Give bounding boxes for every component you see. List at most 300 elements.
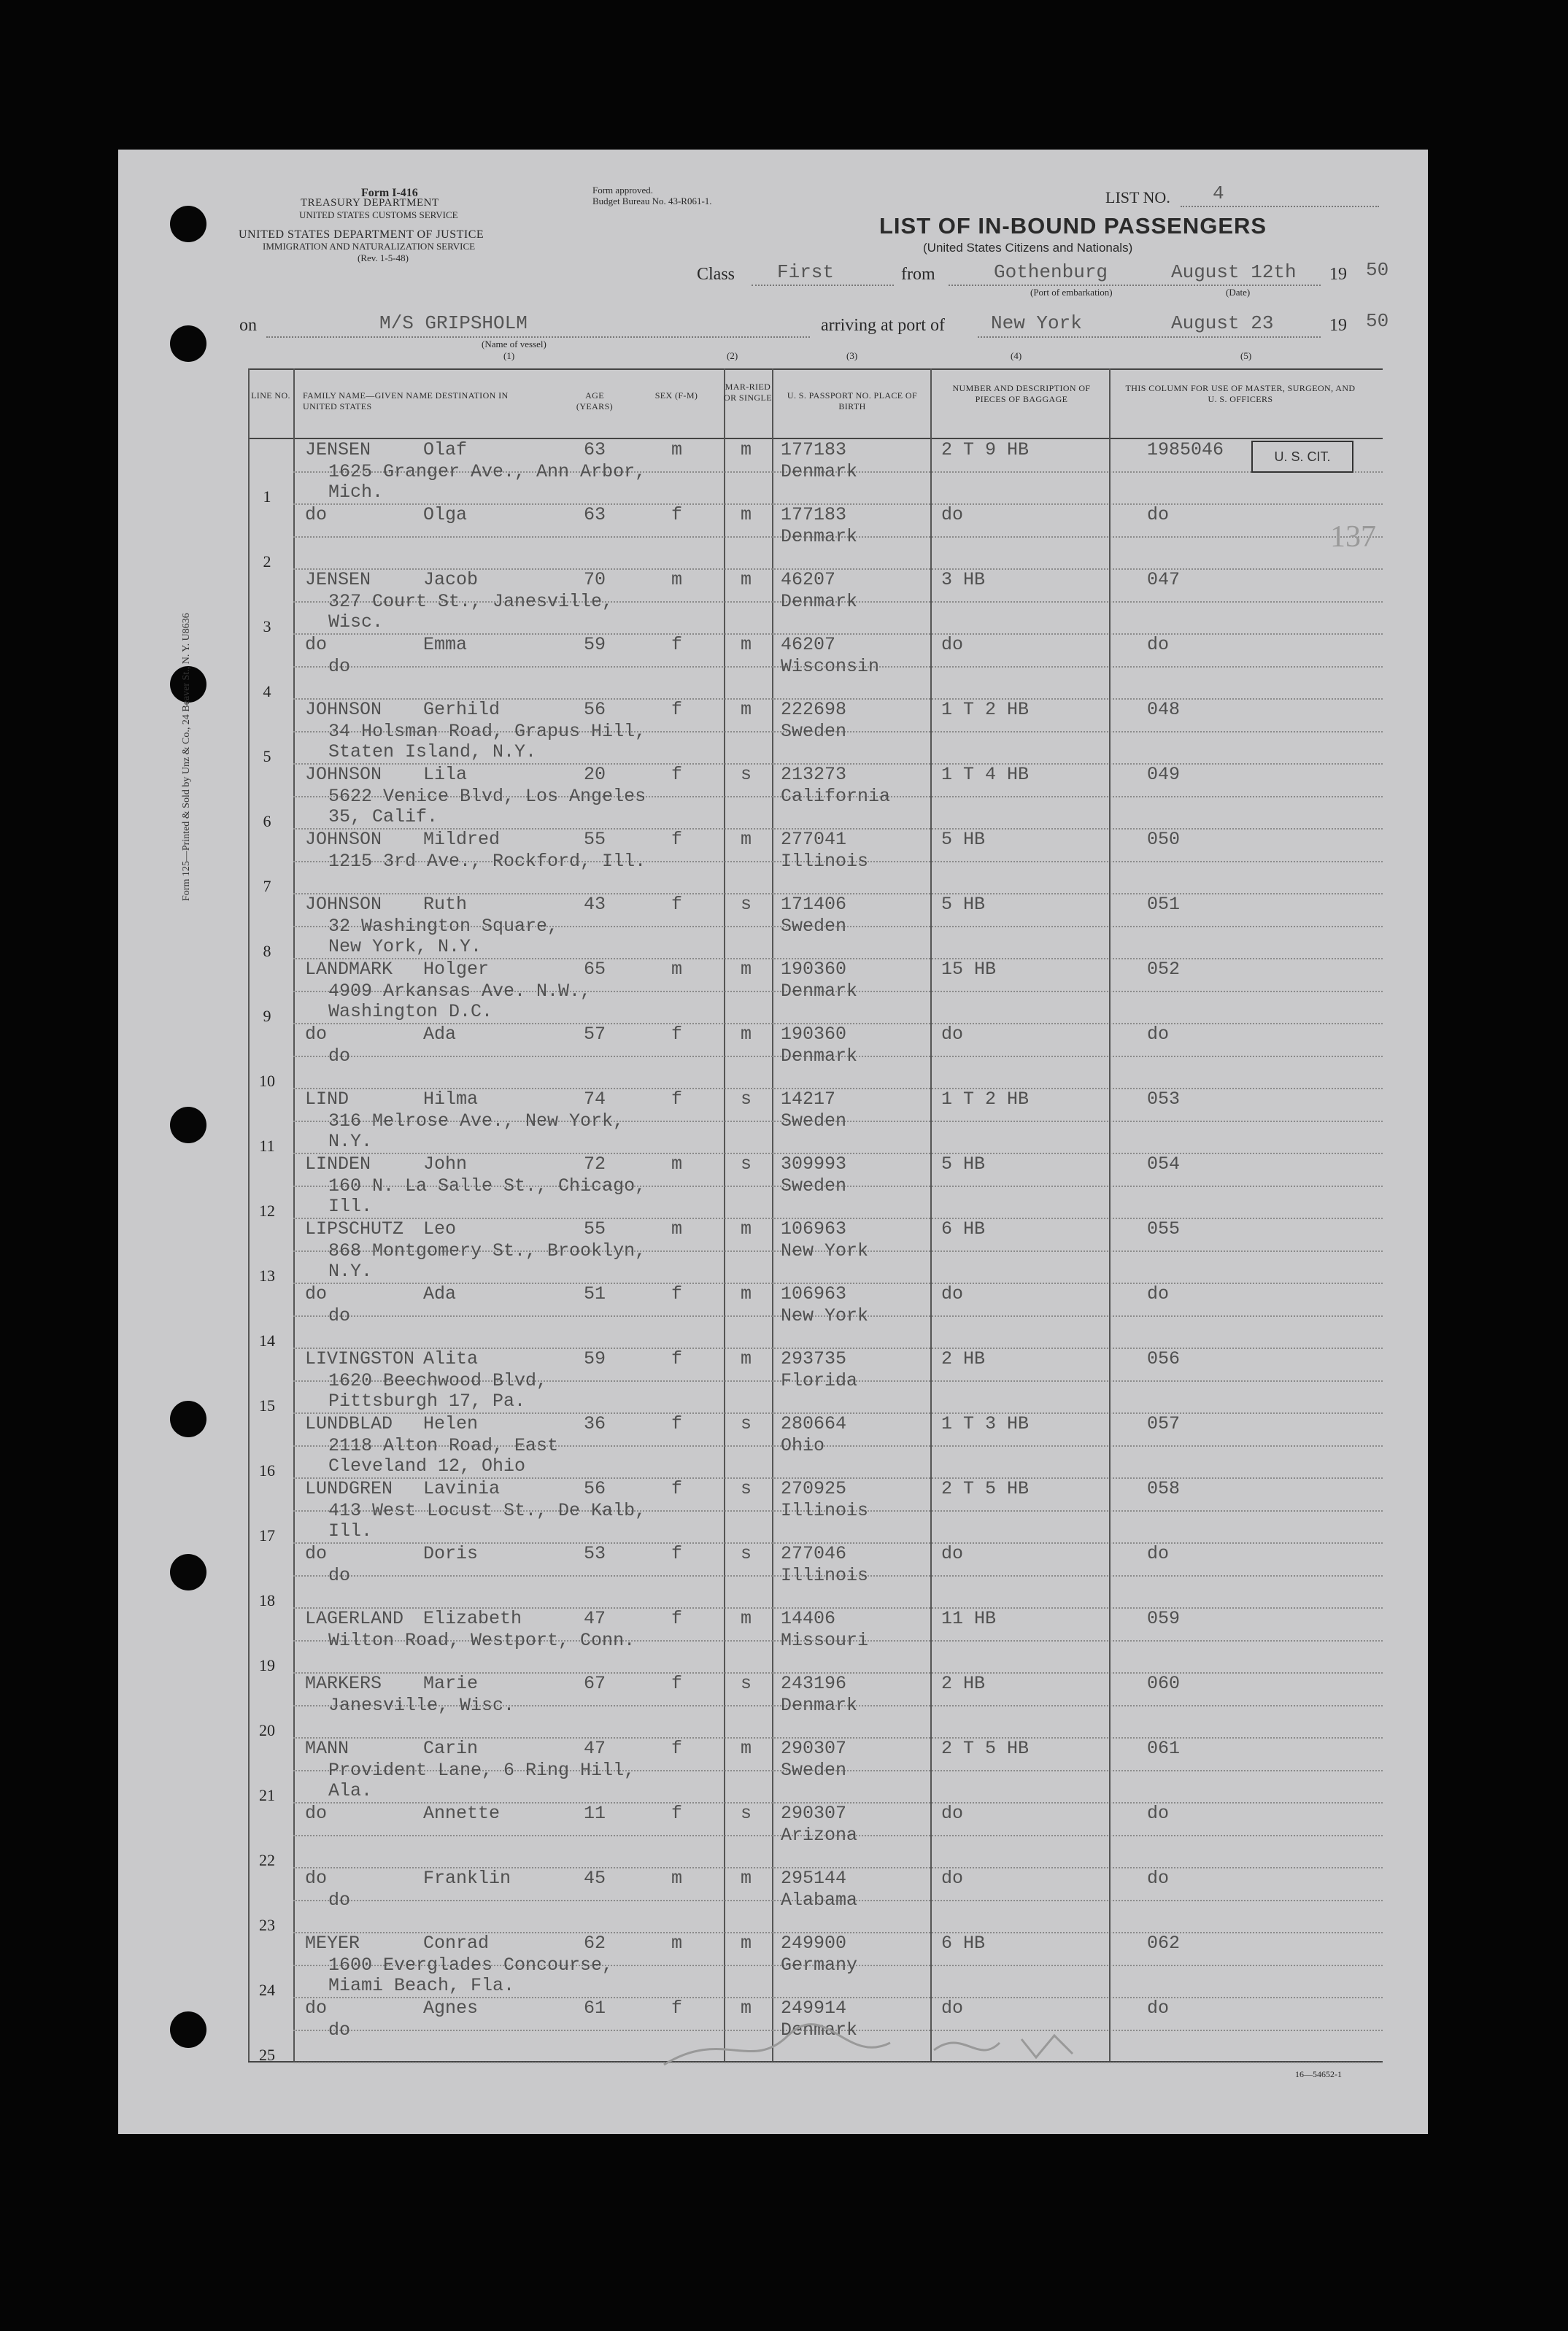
destination-line-2: Wisc. xyxy=(328,611,384,633)
family-name: JOHNSON xyxy=(305,894,382,915)
vessel-caption: (Name of vessel) xyxy=(482,339,547,349)
place-of-birth: Alabama xyxy=(781,1890,858,1911)
passport-number: 249914 xyxy=(781,1998,847,2019)
marital-status: s xyxy=(741,1673,752,1694)
table-row xyxy=(248,1933,1383,1998)
passport-number: 280664 xyxy=(781,1413,847,1434)
destination: do xyxy=(328,656,351,677)
family-name: do xyxy=(305,1543,328,1564)
destination: Wilton Road, Westport, Conn. xyxy=(328,1630,636,1651)
punch-hole xyxy=(170,1107,206,1143)
class-label: Class xyxy=(697,265,735,284)
table-row xyxy=(248,699,1383,764)
given-name: Gerhild xyxy=(423,699,501,720)
pencil-signature xyxy=(657,1999,1182,2087)
family-name: JOHNSON xyxy=(305,699,382,720)
age: 51 xyxy=(584,1283,606,1304)
place-of-birth: Illinois xyxy=(781,851,869,872)
marital-status: m xyxy=(741,829,752,850)
destination: 1625 Granger Ave., Ann Arbor, xyxy=(328,461,646,482)
given-name: Marie xyxy=(423,1673,479,1694)
officer-number: do xyxy=(1147,1024,1170,1045)
marital-status: m xyxy=(741,1218,752,1240)
baggage: do xyxy=(941,1868,964,1889)
family-name: JOHNSON xyxy=(305,764,382,785)
officer-number: 052 xyxy=(1147,959,1181,980)
passport-number: 190360 xyxy=(781,1024,847,1045)
sex: m xyxy=(671,1868,683,1889)
table-row xyxy=(248,1738,1383,1803)
baggage: 15 HB xyxy=(941,959,997,980)
age: 59 xyxy=(584,634,606,655)
family-name: LUNDBLAD xyxy=(305,1413,393,1434)
destination: 2118 Alton Road, East xyxy=(328,1435,559,1456)
place-of-birth: Denmark xyxy=(781,461,858,482)
sex: f xyxy=(671,1803,683,1824)
officer-number: do xyxy=(1147,1868,1170,1889)
arrival-date: August 23 xyxy=(1171,312,1274,334)
passport-number: 14406 xyxy=(781,1608,836,1629)
place-of-birth: Denmark xyxy=(781,526,858,547)
marital-status: m xyxy=(741,439,752,460)
family-name: MANN xyxy=(305,1738,349,1759)
col-header-line: LINE NO. xyxy=(251,390,290,401)
customs-service: UNITED STATES CUSTOMS SERVICE xyxy=(299,209,458,220)
destination-line-2: Miami Beach, Fla. xyxy=(328,1975,515,1996)
baggage: 3 HB xyxy=(941,569,986,590)
destination-line-2: N.Y. xyxy=(328,1131,373,1152)
family-name: LIND xyxy=(305,1089,349,1110)
place-of-birth: Sweden xyxy=(781,1110,847,1132)
given-name: Annette xyxy=(423,1803,501,1824)
family-name: JENSEN xyxy=(305,569,371,590)
arrival-year-prefix: 19 xyxy=(1329,316,1347,335)
officer-number: 054 xyxy=(1147,1153,1181,1175)
given-name: John xyxy=(423,1153,468,1175)
col-header-married: MAR-RIED OR SINGLE xyxy=(724,382,772,403)
passport-number: 277041 xyxy=(781,829,847,850)
col-header-name: FAMILY NAME—GIVEN NAME DESTINATION IN UNITED STATES xyxy=(303,390,509,411)
sex: f xyxy=(671,1089,683,1110)
table-row xyxy=(248,504,1383,569)
given-name: Franklin xyxy=(423,1868,511,1889)
age: 56 xyxy=(584,699,606,720)
destination: do xyxy=(328,1565,351,1586)
family-name: MARKERS xyxy=(305,1673,382,1694)
destination-line-2: Mich. xyxy=(328,482,384,503)
sex: f xyxy=(671,1608,683,1629)
given-name: Emma xyxy=(423,634,468,655)
officer-number: do xyxy=(1147,504,1170,525)
marital-status: m xyxy=(741,1868,752,1889)
treasury-department: TREASURY DEPARTMENT xyxy=(301,197,439,209)
table-row xyxy=(248,829,1383,894)
list-number-value: 4 xyxy=(1213,182,1224,204)
destination-line-2: Ill. xyxy=(328,1520,373,1542)
passport-number: 213273 xyxy=(781,764,847,785)
table-row xyxy=(248,1348,1383,1413)
embarkation-date: August 12th xyxy=(1171,261,1297,283)
sex: f xyxy=(671,1998,683,2019)
baggage: do xyxy=(941,1283,964,1304)
marital-status: m xyxy=(741,1933,752,1954)
age: 45 xyxy=(584,1868,606,1889)
line-number: 20 xyxy=(259,1721,275,1739)
table-row xyxy=(248,894,1383,959)
given-name: Lavinia xyxy=(423,1478,501,1499)
arrival-year-value: 50 xyxy=(1366,310,1389,332)
table-row xyxy=(248,1024,1383,1089)
revision: (Rev. 1-5-48) xyxy=(358,252,409,263)
baggage: 1 T 4 HB xyxy=(941,764,1030,785)
table-row xyxy=(248,1803,1383,1868)
year-value: 50 xyxy=(1366,259,1389,281)
place-of-birth: Ohio xyxy=(781,1435,825,1456)
table-row xyxy=(248,1413,1383,1478)
year-prefix: 19 xyxy=(1329,265,1347,284)
baggage: 1 T 2 HB xyxy=(941,699,1030,720)
age: 55 xyxy=(584,829,606,850)
given-name: Carin xyxy=(423,1738,479,1759)
passenger-table xyxy=(248,368,1383,2064)
vessel-name: M/S GRIPSHOLM xyxy=(379,312,528,334)
marital-status: s xyxy=(741,894,752,915)
destination: 1215 3rd Ave., Rockford, Ill. xyxy=(328,851,646,872)
marital-status: m xyxy=(741,569,752,590)
destination-line-2: Ala. xyxy=(328,1780,373,1801)
date-caption: (Date) xyxy=(1226,287,1251,298)
officer-number: 1985046 xyxy=(1147,439,1224,460)
destination: do xyxy=(328,1305,351,1326)
line-number: 23 xyxy=(259,1916,275,1934)
given-name: Ada xyxy=(423,1024,457,1045)
age: 63 xyxy=(584,439,606,460)
sex: f xyxy=(671,1024,683,1045)
destination: 1600 Everglades Concourse, xyxy=(328,1955,614,1976)
form-title: LIST OF IN-BOUND PASSENGERS xyxy=(879,213,1267,239)
officer-number: 056 xyxy=(1147,1348,1181,1369)
table-row xyxy=(248,1673,1383,1738)
given-name: Ruth xyxy=(423,894,468,915)
place-of-birth: Arizona xyxy=(781,1825,858,1846)
marital-status: m xyxy=(741,1998,752,2019)
family-name: LINDEN xyxy=(305,1153,371,1175)
age: 59 xyxy=(584,1348,606,1369)
sex: f xyxy=(671,894,683,915)
marital-status: s xyxy=(741,1478,752,1499)
baggage: 2 T 5 HB xyxy=(941,1738,1030,1759)
place-of-birth: Sweden xyxy=(781,1175,847,1197)
family-name: do xyxy=(305,1024,328,1045)
sex: f xyxy=(671,764,683,785)
table-row xyxy=(248,1478,1383,1543)
line-number: 10 xyxy=(259,1072,275,1090)
destination-line-2: Washington D.C. xyxy=(328,1001,493,1022)
sex: f xyxy=(671,1673,683,1694)
officer-number: 053 xyxy=(1147,1089,1181,1110)
marital-status: s xyxy=(741,1413,752,1434)
line-number: 25 xyxy=(259,2046,275,2064)
baggage: do xyxy=(941,634,964,655)
age: 56 xyxy=(584,1478,606,1499)
class-line xyxy=(752,285,894,286)
line-number: 9 xyxy=(263,1007,271,1025)
passport-number: 270925 xyxy=(781,1478,847,1499)
from-label: from xyxy=(901,265,935,284)
baggage: do xyxy=(941,1543,964,1564)
destination: 327 Court St., Janesville, xyxy=(328,591,614,612)
officer-number: 051 xyxy=(1147,894,1181,915)
marital-status: m xyxy=(741,959,752,980)
officer-number: do xyxy=(1147,1283,1170,1304)
table-row xyxy=(248,959,1383,1024)
list-number-label: LIST NO. xyxy=(1105,188,1170,206)
justice-department: UNITED STATES DEPARTMENT OF JUSTICE xyxy=(239,228,484,241)
officer-number: do xyxy=(1147,1803,1170,1824)
table-row xyxy=(248,1283,1383,1348)
form-approved: Form approved. xyxy=(592,185,654,196)
marital-status: m xyxy=(741,1024,752,1045)
age: 36 xyxy=(584,1413,606,1434)
marital-status: s xyxy=(741,1543,752,1564)
printer-credit: Form 125—Printed & Sold by Unz & Co., 24 Beaver St., N. Y. U8636 xyxy=(181,613,192,901)
arrival-line xyxy=(978,336,1321,338)
col-header-officers: THIS COLUMN FOR USE OF MASTER, SURGEON, AND U. S. OFFICERS xyxy=(1125,383,1356,404)
officer-number: do xyxy=(1147,1998,1170,2019)
passport-number: 177183 xyxy=(781,504,847,525)
baggage: 2 T 9 HB xyxy=(941,439,1030,460)
marital-status: m xyxy=(741,1283,752,1304)
sex: f xyxy=(671,634,683,655)
marital-status: m xyxy=(741,504,752,525)
line-number: 22 xyxy=(259,1851,275,1869)
punch-hole xyxy=(170,325,206,362)
given-name: Conrad xyxy=(423,1933,490,1954)
baggage: 2 HB xyxy=(941,1673,986,1694)
line-number: 18 xyxy=(259,1591,275,1609)
passport-number: 106963 xyxy=(781,1218,847,1240)
age: 67 xyxy=(584,1673,606,1694)
line-number: 19 xyxy=(259,1656,275,1674)
baggage: do xyxy=(941,1024,964,1045)
given-name: Jacob xyxy=(423,569,479,590)
passport-number: 249900 xyxy=(781,1933,847,1954)
sex: m xyxy=(671,959,683,980)
line-number: 16 xyxy=(259,1461,275,1480)
arriving-label: arriving at port of xyxy=(821,316,945,335)
sex: m xyxy=(671,1153,683,1175)
destination-line-2: Cleveland 12, Ohio xyxy=(328,1456,526,1477)
baggage: do xyxy=(941,1998,964,2019)
place-of-birth: New York xyxy=(781,1240,869,1261)
family-name: LUNDGREN xyxy=(305,1478,393,1499)
table-row xyxy=(248,634,1383,699)
officer-number: 048 xyxy=(1147,699,1181,720)
given-name: Olga xyxy=(423,504,468,525)
sex: f xyxy=(671,504,683,525)
destination-line-2: Pittsburgh 17, Pa. xyxy=(328,1391,526,1412)
officer-number: 055 xyxy=(1147,1218,1181,1240)
col-header-sex: SEX (F-M) xyxy=(654,390,698,401)
sex: f xyxy=(671,1413,683,1434)
form-number: Form I-416 xyxy=(361,187,418,199)
arrival-port: New York xyxy=(991,312,1082,334)
punch-hole xyxy=(170,1401,206,1437)
family-name: do xyxy=(305,1868,328,1889)
marital-status: s xyxy=(741,1089,752,1110)
sex: f xyxy=(671,1543,683,1564)
family-name: do xyxy=(305,634,328,655)
destination: 4909 Arkansas Ave. N.W., xyxy=(328,981,592,1002)
destination: 5622 Venice Blvd, Los Angeles xyxy=(328,786,646,807)
immigration-service: IMMIGRATION AND NATURALIZATION SERVICE xyxy=(263,241,476,252)
baggage: do xyxy=(941,1803,964,1824)
line-number: 24 xyxy=(259,1981,275,1999)
from-line xyxy=(949,285,1321,286)
passport-number: 177183 xyxy=(781,439,847,460)
given-name: Holger xyxy=(423,959,490,980)
family-name: do xyxy=(305,1283,328,1304)
place-of-birth: Wisconsin xyxy=(781,656,880,677)
passport-number: 14217 xyxy=(781,1089,836,1110)
col-header-passport: U. S. PASSPORT NO. PLACE OF BIRTH xyxy=(787,390,918,411)
given-name: Lila xyxy=(423,764,468,785)
column-number-2: (2) xyxy=(727,350,738,361)
given-name: Alita xyxy=(423,1348,479,1369)
table-row xyxy=(248,764,1383,829)
family-name: JENSEN xyxy=(305,439,371,460)
col-header-baggage: NUMBER AND DESCRIPTION OF PIECES OF BAGGAGE xyxy=(952,383,1091,404)
table-row xyxy=(248,1608,1383,1673)
officer-number: 059 xyxy=(1147,1608,1181,1629)
age: 63 xyxy=(584,504,606,525)
officer-number: 050 xyxy=(1147,829,1181,850)
family-name: do xyxy=(305,1803,328,1824)
line-number: 4 xyxy=(263,682,271,700)
place-of-birth: Denmark xyxy=(781,981,858,1002)
sex: f xyxy=(671,699,683,720)
destination: Janesville, Wisc. xyxy=(328,1695,515,1716)
passport-number: 309993 xyxy=(781,1153,847,1175)
column-number-4: (4) xyxy=(1011,350,1022,361)
on-label: on xyxy=(239,316,257,335)
age: 70 xyxy=(584,569,606,590)
given-name: Mildred xyxy=(423,829,501,850)
margin-number: 137 xyxy=(1330,520,1376,554)
table-row xyxy=(248,1089,1383,1153)
destination: 413 West Locust St., De Kalb, xyxy=(328,1500,646,1521)
family-name: LANDMARK xyxy=(305,959,393,980)
marital-status: s xyxy=(741,1153,752,1175)
family-name: LIPSCHUTZ xyxy=(305,1218,404,1240)
line-number: 12 xyxy=(259,1202,275,1220)
passport-number: 190360 xyxy=(781,959,847,980)
baggage: 11 HB xyxy=(941,1608,997,1629)
place-of-birth: Illinois xyxy=(781,1565,869,1586)
line-number: 8 xyxy=(263,942,271,960)
vessel-line xyxy=(266,336,810,338)
baggage: 6 HB xyxy=(941,1218,986,1240)
age: 20 xyxy=(584,764,606,785)
line-number: 11 xyxy=(259,1137,275,1155)
destination: do xyxy=(328,1890,351,1911)
baggage: 1 T 2 HB xyxy=(941,1089,1030,1110)
officer-number: do xyxy=(1147,1543,1170,1564)
marital-status: m xyxy=(741,1608,752,1629)
column-number-1: (1) xyxy=(503,350,515,361)
given-name: Ada xyxy=(423,1283,457,1304)
officer-number: 061 xyxy=(1147,1738,1181,1759)
column-number-5: (5) xyxy=(1240,350,1252,361)
given-name: Olaf xyxy=(423,439,468,460)
passport-number: 46207 xyxy=(781,569,836,590)
baggage: 5 HB xyxy=(941,1153,986,1175)
sex: m xyxy=(671,1933,683,1954)
family-name: LAGERLAND xyxy=(305,1608,404,1629)
destination: 32 Washington Square, xyxy=(328,916,559,937)
destination-line-2: New York, N.Y. xyxy=(328,936,482,957)
destination: 160 N. La Salle St., Chicago, xyxy=(328,1175,646,1197)
destination: 1620 Beechwood Blvd, xyxy=(328,1370,548,1391)
line-number: 6 xyxy=(263,812,271,830)
baggage: do xyxy=(941,504,964,525)
given-name: Agnes xyxy=(423,1998,479,2019)
destination-line-2: Staten Island, N.Y. xyxy=(328,741,537,762)
sex: f xyxy=(671,1348,683,1369)
form-footer-number: 16—54652-1 xyxy=(1295,2069,1342,2079)
marital-status: s xyxy=(741,764,752,785)
line-number: 1 xyxy=(263,487,271,506)
line-number: 3 xyxy=(263,617,271,635)
passport-number: 243196 xyxy=(781,1673,847,1694)
sex: m xyxy=(671,569,683,590)
passport-number: 222698 xyxy=(781,699,847,720)
table-row xyxy=(248,439,1383,504)
place-of-birth: Denmark xyxy=(781,1695,858,1716)
column-number-3: (3) xyxy=(846,350,858,361)
passport-number: 290307 xyxy=(781,1738,847,1759)
age: 53 xyxy=(584,1543,606,1564)
marital-status: m xyxy=(741,1738,752,1759)
destination-line-2: N.Y. xyxy=(328,1261,373,1282)
punch-hole xyxy=(170,206,206,242)
table-row xyxy=(248,1153,1383,1218)
punch-hole xyxy=(170,1554,206,1590)
class-value: First xyxy=(777,261,835,283)
officer-number: 060 xyxy=(1147,1673,1181,1694)
sex: f xyxy=(671,1283,683,1304)
family-name: LIVINGSTON xyxy=(305,1348,415,1369)
marital-status: m xyxy=(741,699,752,720)
place-of-birth: Sweden xyxy=(781,1760,847,1781)
age: 55 xyxy=(584,1218,606,1240)
family-name: JOHNSON xyxy=(305,829,382,850)
destination: 316 Melrose Ave., New York, xyxy=(328,1110,625,1132)
place-of-birth: Denmark xyxy=(781,591,858,612)
baggage: 6 HB xyxy=(941,1933,986,1954)
line-number: 15 xyxy=(259,1396,275,1415)
officer-number: 049 xyxy=(1147,764,1181,785)
passport-number: 106963 xyxy=(781,1283,847,1304)
passport-number: 293735 xyxy=(781,1348,847,1369)
place-of-birth: New York xyxy=(781,1305,869,1326)
place-of-birth: Sweden xyxy=(781,916,847,937)
officer-number: 057 xyxy=(1147,1413,1181,1434)
destination: 34 Holsman Road, Grapus Hill, xyxy=(328,721,646,742)
passport-number: 295144 xyxy=(781,1868,847,1889)
line-number: 14 xyxy=(259,1331,275,1350)
place-of-birth: Missouri xyxy=(781,1630,869,1651)
